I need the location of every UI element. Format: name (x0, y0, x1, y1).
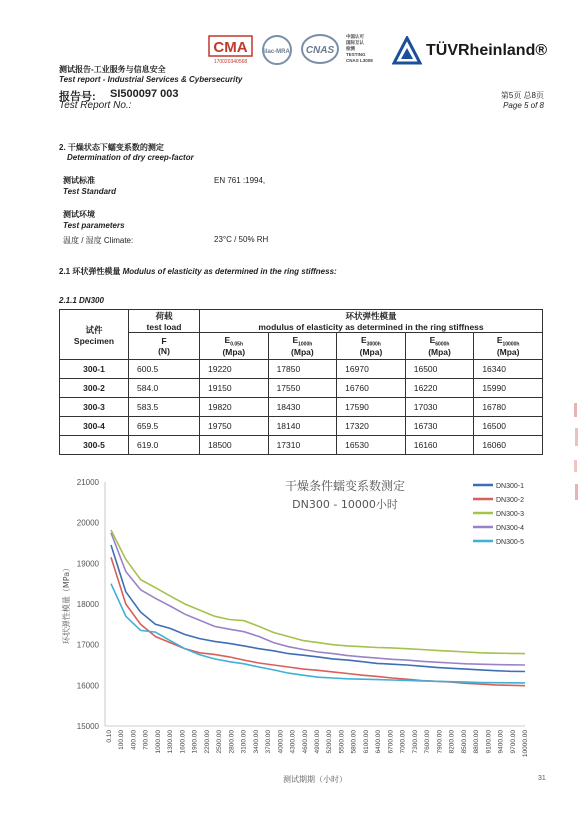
page-mark: 31 (538, 775, 546, 782)
x-tick-label: 100.00 (118, 730, 126, 750)
y-tick-label: 18000 (76, 600, 99, 609)
table-cell: 300-5 (60, 436, 129, 455)
y-tick-label: 17000 (76, 640, 99, 650)
section-2-1-title (59, 266, 337, 277)
chart-subtitle: DN300 - 10000小时 (292, 498, 398, 511)
e-symbol: E (292, 334, 299, 345)
e-col-header (405, 333, 474, 360)
cnas-accreditation-text (346, 34, 373, 64)
e-subscript: 6000h (435, 341, 450, 348)
legend-label: DN300-3 (496, 511, 525, 518)
x-tick-label: 700.00 (142, 730, 150, 750)
cnas-logo (300, 33, 340, 65)
x-tick-label: 4900.00 (314, 730, 321, 754)
cnas-text: CNAS (305, 45, 335, 56)
report-number-label-cn: 报告号: (59, 91, 96, 103)
table-cell: 16160 (405, 436, 474, 455)
x-tick-label: 3700.00 (265, 730, 273, 754)
e-subscript: 10000h (502, 341, 520, 348)
series-line (111, 584, 525, 683)
x-tick-label: 8500.00 (460, 730, 468, 754)
e-unit: (Mpa) (496, 347, 520, 358)
table-cell: 18430 (268, 398, 337, 417)
test-standard-label-en: Test Standard (63, 187, 117, 196)
page-number-en: Page 5 of 8 (503, 101, 544, 110)
cnas-line: 检测 (346, 46, 355, 51)
report-title-cn: 测试报告-工业服务与信息安全 (59, 65, 166, 74)
table-cell: 16340 (474, 360, 543, 379)
modulus-table (59, 309, 543, 455)
y-tick-label: 16000 (76, 681, 99, 691)
tuv-brand: TÜVRheinland® (426, 42, 548, 59)
table-row (60, 417, 543, 436)
y-tick-label: 21000 (76, 478, 99, 487)
load-header-en: test load (146, 322, 182, 332)
table-cell: 16500 (474, 417, 543, 436)
y-tick-label: 20000 (76, 518, 99, 528)
section-2-title-en: Determination of dry creep-factor (67, 153, 194, 162)
e-symbol: E (496, 334, 503, 345)
x-tick-label: 2800.00 (228, 730, 236, 754)
x-tick-label: 7000.00 (399, 730, 407, 754)
table-cell: 17590 (337, 398, 406, 417)
table-cell: 17550 (268, 379, 337, 398)
legend-label: DN300-1 (496, 483, 525, 490)
x-tick-label: 4300.00 (289, 730, 297, 754)
table-cell: 17310 (268, 436, 337, 455)
table-cell: 18500 (200, 436, 269, 455)
cnas-line: 国际互认 (346, 40, 364, 45)
x-tick-label: 4600.00 (301, 730, 309, 754)
legend-label: DN300-2 (496, 497, 525, 504)
e-unit: (Mpa) (291, 347, 314, 358)
test-parameters-label-en: Test parameters (63, 221, 125, 230)
table-row (60, 436, 543, 455)
e-unit: (Mpa) (222, 347, 246, 358)
load-header-cn: 荷载 (155, 311, 173, 321)
table-cell: 16220 (405, 379, 474, 398)
x-tick-label: 3400.00 (252, 730, 260, 754)
x-tick-label: 5200.00 (326, 730, 334, 754)
x-tick-label: 7300.00 (411, 730, 419, 754)
x-tick-label: 9700.00 (509, 730, 517, 754)
ilac-text: ilac-MRA (264, 49, 290, 55)
climate-label: 温度 / 湿度 Climate: (63, 236, 134, 245)
series-line (111, 530, 525, 654)
x-tick-label: 400.00 (130, 730, 138, 750)
modulus-header-cn: 环状弹性模量 (345, 311, 397, 321)
e-unit: (Mpa) (428, 347, 451, 358)
table-cell: 600.5 (129, 360, 200, 379)
table-cell: 19220 (200, 360, 269, 379)
x-tick-label: 1600.00 (179, 730, 187, 754)
section-2-1-title-cn: 2.1 环状弹性模量 (59, 267, 121, 276)
table-cell: 300-1 (60, 360, 129, 379)
x-tick-label: 7600.00 (424, 730, 432, 754)
x-tick-label: 1900.00 (191, 730, 199, 754)
table-cell: 583.5 (129, 398, 200, 417)
x-tick-label: 10000.00 (522, 730, 529, 758)
climate-value: 23°C / 50% RH (214, 235, 269, 244)
table-cell: 16530 (337, 436, 406, 455)
x-tick-label: 7900.00 (436, 730, 444, 754)
cnas-line: CNAS L3008 (346, 58, 373, 63)
e-subscript: 1000h (298, 341, 313, 348)
x-tick-label: 4000.00 (277, 730, 285, 754)
e-col-header (474, 333, 543, 360)
table-cell: 16970 (337, 360, 406, 379)
e-unit: (Mpa) (359, 347, 383, 358)
y-tick-label: 15000 (76, 722, 99, 731)
x-tick-label: 6400.00 (375, 730, 383, 754)
table-cell: 19820 (200, 398, 269, 417)
cma-text: CMA (213, 39, 248, 56)
table-cell: 18140 (268, 417, 337, 436)
x-tick-label: 2200.00 (203, 730, 211, 754)
x-tick-label: 0.10 (106, 730, 113, 743)
table-cell: 584.0 (129, 379, 200, 398)
specimen-header-cn: 试件 (85, 324, 103, 335)
x-tick-label: 1300.00 (167, 730, 175, 754)
x-tick-label: 5800.00 (350, 730, 358, 754)
x-tick-label: 6700.00 (387, 730, 395, 754)
table-cell: 16500 (405, 360, 474, 379)
test-standard-value: EN 761 :1994, (214, 176, 266, 185)
x-tick-label: 8800.00 (473, 730, 481, 754)
table-cell: 16780 (474, 398, 543, 417)
chart-title: 干燥条件蠕变系数测定 (284, 479, 406, 493)
e-symbol: E (224, 334, 231, 345)
table-cell: 17320 (337, 417, 406, 436)
e-col-header (200, 333, 269, 360)
legend-label: DN300-5 (496, 539, 525, 546)
report-title-en: Test report - Industrial Services & Cybersecurity (59, 75, 243, 84)
table-cell: 17030 (405, 398, 474, 417)
table-cell: 659.5 (129, 417, 200, 436)
table-row (60, 379, 543, 398)
table-row (60, 360, 543, 379)
e-col-header (268, 333, 337, 360)
y-axis-label: 环状弹性模量（MPa） (62, 563, 71, 645)
e-subscript: 3000h (366, 341, 381, 348)
series-line (111, 533, 525, 665)
e-symbol: E (361, 334, 367, 345)
series-line (111, 557, 525, 686)
cma-logo (208, 35, 253, 65)
table-cell: 19150 (200, 379, 269, 398)
report-number-label-en: Test Report No.: (59, 100, 132, 111)
legend-label: DN300-4 (496, 525, 525, 532)
specimen-header-en: Specimen (73, 335, 115, 346)
table-row (60, 398, 543, 417)
x-tick-label: 8200.00 (448, 730, 456, 754)
cnas-line: TESTING (346, 52, 366, 57)
section-2-1-title-en: Modulus of elasticity as determined in the ring stiffness: (122, 267, 337, 276)
force-header (129, 333, 200, 360)
y-tick-label: 19000 (76, 559, 99, 569)
test-parameters-label-cn: 测试环境 (63, 210, 95, 219)
ilac-mra-logo (258, 34, 296, 66)
modulus-header-en: modulus of elasticity as determined in the ring stiffness (258, 322, 484, 332)
table-cell: 300-4 (60, 417, 129, 436)
load-header (129, 310, 200, 333)
x-tick-label: 3100.00 (240, 730, 248, 754)
section-2-1-1-title: 2.1.1 DN300 (59, 296, 104, 305)
page-number-cn: 第5页 总8页 (500, 91, 544, 100)
modulus-header (200, 310, 543, 333)
x-tick-label: 9400.00 (497, 730, 505, 754)
x-tick-label: 6100.00 (362, 730, 370, 754)
tuv-triangle-icon (392, 36, 422, 66)
table-cell: 619.0 (129, 436, 200, 455)
table-cell: 16060 (474, 436, 543, 455)
specimen-header (60, 310, 129, 360)
section-2-title-cn: 2. 干燥状态下蠕变系数的测定 (59, 143, 164, 152)
cma-number: 170020340568 (213, 59, 248, 65)
table-cell: 15990 (474, 379, 543, 398)
e-col-header (337, 333, 406, 360)
force-unit: (N) (158, 346, 170, 356)
table-cell: 300-3 (60, 398, 129, 417)
x-tick-label: 2500.00 (216, 730, 224, 754)
e-subscript: 0.05h (230, 341, 244, 348)
table-cell: 17850 (268, 360, 337, 379)
table-cell: 19750 (200, 417, 269, 436)
cnas-line: 中国认可 (346, 34, 364, 39)
x-axis-label: 测试期期（小时） (283, 775, 347, 784)
x-tick-label: 1000.00 (154, 730, 162, 754)
x-tick-label: 5500.00 (338, 730, 346, 754)
side-stamp-mark (572, 398, 580, 508)
creep-chart (55, 470, 550, 790)
force-symbol: F (161, 336, 167, 346)
report-number: SI500097 003 (110, 88, 179, 100)
e-symbol: E (429, 334, 436, 345)
table-cell: 16760 (337, 379, 406, 398)
table-cell: 16730 (405, 417, 474, 436)
table-cell: 300-2 (60, 379, 129, 398)
x-tick-label: 9100.00 (485, 730, 493, 754)
test-standard-label-cn: 测试标准 (63, 176, 95, 185)
